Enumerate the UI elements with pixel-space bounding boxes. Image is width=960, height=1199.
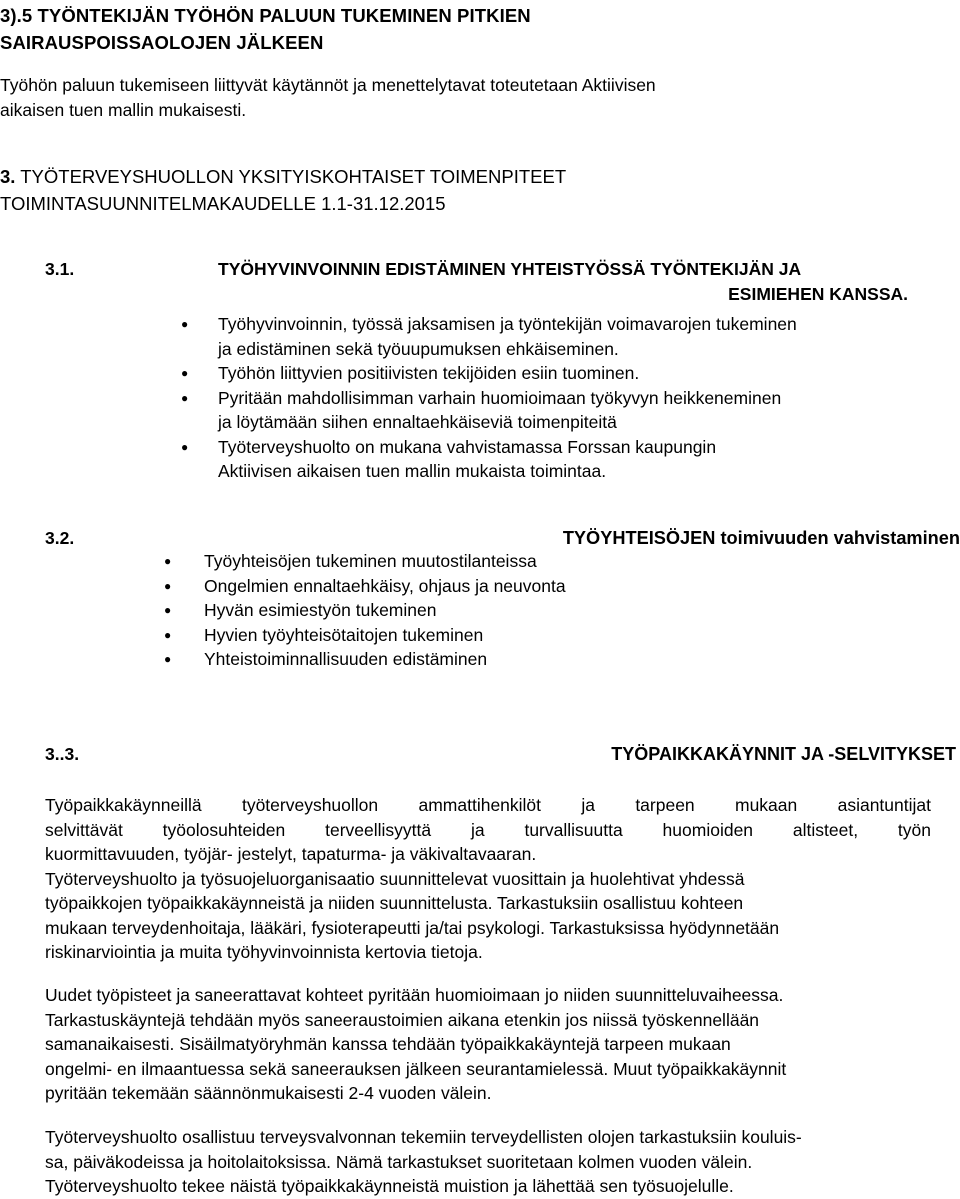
list-item (181, 361, 938, 386)
bullet-icon: ● (181, 317, 189, 331)
bullet-icon: ● (181, 439, 189, 454)
list-item-text: Työyhteisöjen tukeminen muutostilanteissa (204, 551, 537, 571)
section-3-title-line2: TOIMINTASUUNNITELMAKAUDELLE 1.1-31.12.2015 (0, 193, 446, 214)
intro-line: aikaisen tuen mallin mukaisesti. (0, 99, 247, 120)
paragraph-line: mukaan terveydenhoitaja, lääkäri, fysioterapeutti ja/tai psykologi. Tarkastuksissa hyödynnetään (45, 917, 780, 938)
paragraph-line: Työterveyshuolto ja työsuojeluorganisaatio suunnittelevat vuosittain ja huolehtivat yhdessä (45, 868, 745, 889)
bullet-icon: ● (164, 627, 172, 642)
section-3-1-title-line2: ESIMIEHEN KANSSA. (728, 283, 908, 304)
section-3-2-bullet-list (164, 549, 904, 672)
paragraph-line: Tarkastuskäyntejä tehdään myös saneeraustoimien aikana etenkin jos niissä työskennellään (45, 1009, 760, 1030)
paragraph-line: samanaikaisesti. Sisäilmatyöryhmän kanssa tehdään työpaikkakäyntejä tarpeen mukaan (45, 1034, 731, 1054)
section-3-title-line1: TYÖTERVEYSHUOLLON YKSITYISKOHTAISET TOIMENPITEET (20, 166, 567, 187)
list-item-text: Ongelmien ennaltaehkäisy, ohjaus ja neuvonta (204, 575, 566, 596)
bullet-icon: ● (164, 578, 172, 593)
section-3-2-title (563, 526, 960, 551)
list-item (164, 647, 904, 672)
list-item (164, 598, 904, 623)
bullet-icon: ● (164, 603, 172, 617)
paragraph-line: kuormittavuuden, työjär- jestelyt, tapaturma- ja väkivaltavaaran. (45, 844, 537, 864)
list-item-line2: ja löytämään siihen ennaltaehkäiseviä toimenpiteitä (218, 412, 617, 432)
list-item (164, 623, 904, 648)
section-3-3-paragraph-3 (45, 1125, 931, 1199)
list-item-text: Yhteistoiminnallisuuden edistäminen (204, 649, 488, 669)
list-item-line2: ja edistäminen sekä työuupumuksen ehkäiseminen. (218, 338, 619, 359)
paragraph-line: Työterveyshuolto tekee näistä työpaikkakäynneistä muistion ja lähettää sen työsuojelulle. (45, 1176, 734, 1196)
section-3-3-paragraph-2 (45, 983, 931, 1106)
list-item (181, 312, 938, 361)
paragraph-line: työpaikkojen työpaikkakäynneistä ja niiden suunnittelusta. Tarkastuksiin osallistuu kohteen (45, 893, 744, 913)
list-item (181, 435, 938, 484)
list-item-text: Hyvän esimiestyön tukeminen (204, 600, 437, 620)
list-item-text: Hyvien työyhteisötaitojen tukeminen (204, 624, 484, 645)
paragraph-line: pyritään tekemään säännönmukaisesti 2-4 vuoden välein. (45, 1083, 492, 1103)
bullet-icon: ● (164, 554, 172, 568)
section-3-5-intro (0, 73, 900, 122)
list-item (164, 574, 904, 599)
paragraph-line: Työterveyshuolto osallistuu terveysvalvonnan tekemiin terveydellisten olojen tarkastuksiin kouluis- (45, 1127, 802, 1147)
paragraph-line: Uudet työpisteet ja saneerattavat kohteet pyritään huomioimaan jo niiden suunnitteluvaiheessa. (45, 985, 784, 1005)
list-item-line1: Työterveyshuolto on mukana vahvistamassa Forssan kaupungin (218, 436, 717, 457)
bullet-icon: ● (181, 390, 189, 405)
section-3-5-heading-line2: SAIRAUSPOISSAOLOJEN JÄLKEEN (0, 32, 324, 53)
section-3-3-number: 3..3. (45, 744, 80, 764)
section-3-2-title-rest: toimivuuden vahvistaminen (715, 528, 960, 548)
paragraph-line: ongelmi- en ilmaantuessa sekä saneerauksen jälkeen seurantamielessä. Muut työpaikkakäynnit (45, 1058, 787, 1079)
section-3-heading (0, 163, 566, 217)
list-item-line1: Työhön liittyvien positiivisten tekijöiden esiin tuominen. (218, 363, 640, 383)
section-3-1-title (218, 257, 918, 306)
list-item (181, 386, 938, 435)
bullet-icon: ● (181, 366, 189, 380)
paragraph-line: Työpaikkakäynneillä työterveyshuollon ammattihenkilöt ja tarpeen mukaan asiantuntijat (45, 795, 931, 815)
list-item-line1: Pyritään mahdollisimman varhain huomioimaan työkyvyn heikkeneminen (218, 387, 782, 408)
paragraph-line: riskinarviointia ja muita työhyvinvoinnista kertovia tietoja. (45, 942, 483, 962)
paragraph-line: selvittävät työolosuhteiden terveellisyyttä ja turvallisuutta huomioiden altisteet, työn (45, 819, 931, 840)
paragraph-line: sa, päiväkodeissa ja hoitolaitoksissa. Nämä tarkastukset suoritetaan kolmen vuoden välein. (45, 1151, 753, 1172)
section-3-number: 3. (0, 166, 16, 187)
list-item-line1: Työhyvinvoinnin, työssä jaksamisen ja työntekijän voimavarojen tukeminen (218, 314, 797, 334)
list-item (164, 549, 904, 574)
section-3-5-heading (0, 2, 531, 56)
section-3-3-title: TYÖPAIKKAKÄYNNIT JA -SELVITYKSET (611, 744, 956, 764)
section-3-heading-line1 (0, 163, 566, 190)
section-3-2-title-caps: TYÖYHTEISÖJEN (562, 528, 716, 548)
list-item-line2: Aktiivisen aikaisen tuen mallin mukaista toimintaa. (218, 461, 607, 481)
section-3-1-number: 3.1. (45, 259, 75, 279)
section-3-2-number: 3.2. (45, 528, 75, 548)
section-3-3-paragraph-1 (45, 793, 931, 965)
intro-line: Työhön paluun tukemiseen liittyvät käytännöt ja menettelytavat toteutetaan Aktiivisen (0, 75, 656, 95)
section-3-5-heading-line1: 3).5 TYÖNTEKIJÄN TYÖHÖN PALUUN TUKEMINEN PITKIEN (0, 5, 531, 26)
section-3-1-title-line1: TYÖHYVINVOINNIN EDISTÄMINEN YHTEISTYÖSSÄ TYÖNTEKIJÄN JA (218, 259, 802, 279)
section-3-1-bullet-list (181, 312, 938, 484)
bullet-icon: ● (164, 652, 172, 666)
